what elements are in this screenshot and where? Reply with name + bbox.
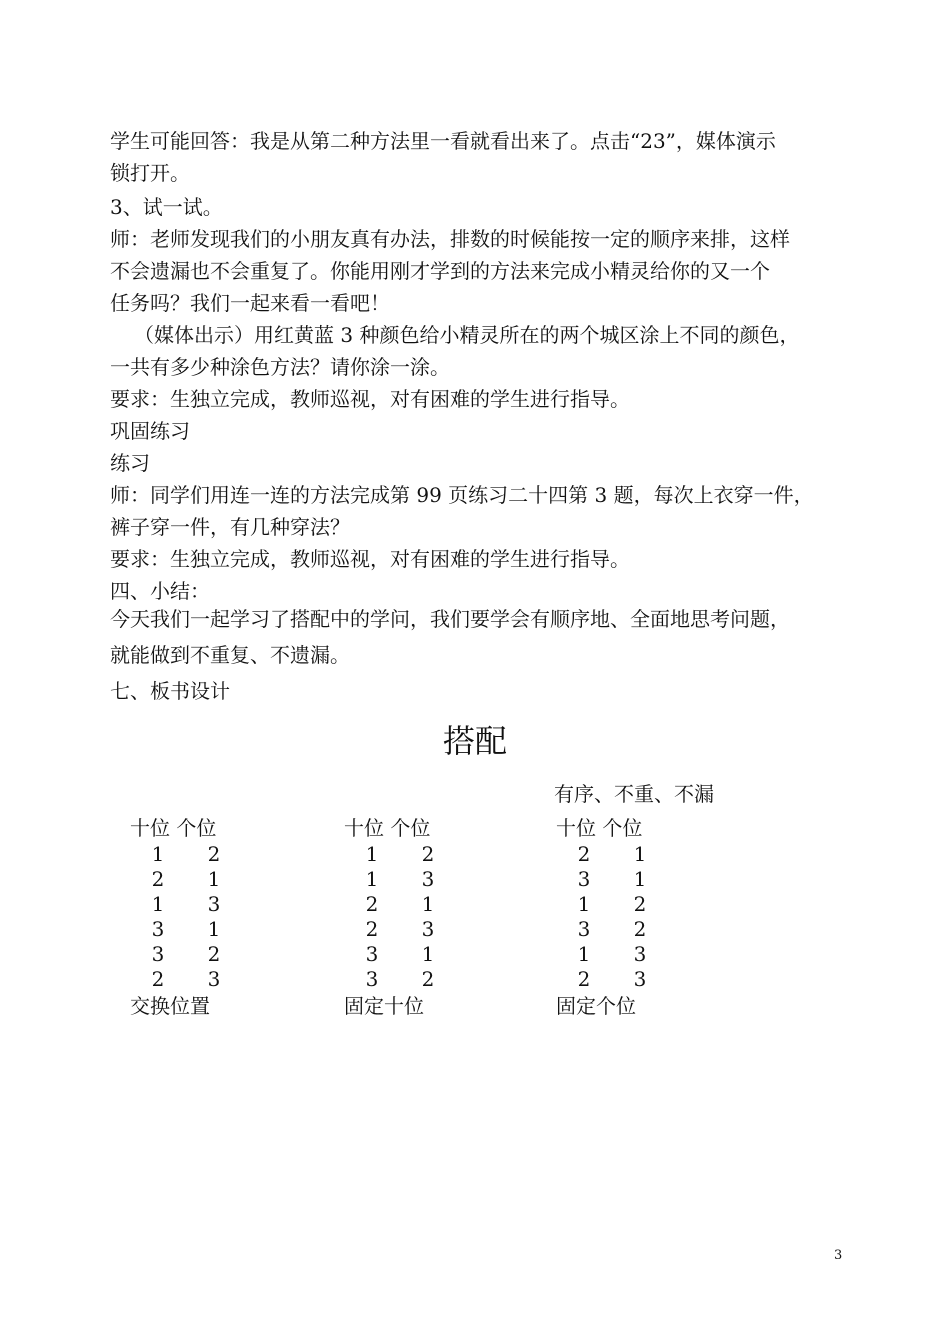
board-tagline: 有序、不重、不漏	[554, 782, 714, 806]
paragraph-line: 不会遗漏也不会重复了。你能用刚才学到的方法来完成小精灵给你的又一个	[110, 259, 770, 283]
tens-digit: 2	[365, 917, 379, 941]
section-heading: 四、小结：	[110, 579, 210, 603]
digit-row	[344, 967, 456, 992]
column-header: 十位 个位	[130, 816, 217, 840]
ones-digit: 1	[633, 867, 647, 891]
tens-digit: 1	[151, 842, 165, 866]
ones-digit: 3	[633, 942, 647, 966]
board-column-swap	[130, 814, 242, 1020]
column-footer: 交换位置	[130, 994, 210, 1018]
digit-row	[556, 892, 668, 917]
paragraph-line: 师：同学们用连一连的方法完成第 99 页练习二十四第 3 题，每次上衣穿一件，	[110, 483, 814, 507]
paragraph-line: 师：老师发现我们的小朋友真有办法，排数的时候能按一定的顺序来排，这样	[110, 227, 790, 251]
digit-row	[130, 967, 242, 992]
tens-digit: 3	[365, 942, 379, 966]
ones-digit: 2	[633, 917, 647, 941]
ones-digit: 1	[207, 917, 221, 941]
digit-row	[344, 892, 456, 917]
board-title: 搭配	[442, 722, 507, 760]
tens-digit: 3	[151, 917, 165, 941]
paragraph-line: 任务吗？我们一起来看一看吧！	[110, 291, 390, 315]
digit-row	[344, 842, 456, 867]
digit-row	[344, 917, 456, 942]
tens-digit: 2	[365, 892, 379, 916]
ones-digit: 3	[207, 967, 221, 991]
ones-digit: 1	[421, 942, 435, 966]
board-column-fixed-ones	[556, 814, 668, 1020]
page-number: 3	[834, 1248, 843, 1263]
ones-digit: 2	[207, 842, 221, 866]
tens-digit: 1	[151, 892, 165, 916]
digit-row	[130, 917, 242, 942]
digit-row	[130, 942, 242, 967]
digit-row	[556, 942, 668, 967]
paragraph-line: 锁打开。	[110, 161, 190, 185]
ones-digit: 3	[207, 892, 221, 916]
section-heading: 七、板书设计	[110, 679, 230, 703]
paragraph-line: 要求：生独立完成，教师巡视，对有困难的学生进行指导。	[110, 387, 630, 411]
tens-digit: 1	[577, 892, 591, 916]
tens-digit: 2	[577, 967, 591, 991]
paragraph-line: 裤子穿一件，有几种穿法？	[110, 515, 350, 539]
digit-row	[130, 842, 242, 867]
tens-digit: 3	[577, 917, 591, 941]
paragraph-line: 学生可能回答：我是从第二种方法里一看就看出来了。点击“23”，媒体演示	[110, 129, 776, 153]
digit-row	[556, 867, 668, 892]
ones-digit: 2	[421, 842, 435, 866]
digit-row	[130, 892, 242, 917]
column-footer: 固定个位	[556, 994, 636, 1018]
tens-digit: 2	[151, 867, 165, 891]
ones-digit: 1	[421, 892, 435, 916]
ones-digit: 3	[421, 867, 435, 891]
digit-row	[344, 942, 456, 967]
ones-digit: 3	[421, 917, 435, 941]
tens-digit: 2	[577, 842, 591, 866]
paragraph-line: 今天我们一起学习了搭配中的学问，我们要学会有顺序地、全面地思考问题，	[110, 607, 790, 631]
paragraph-line: 一共有多少种涂色方法？请你涂一涂。	[110, 355, 450, 379]
digit-row	[556, 917, 668, 942]
tens-digit: 1	[365, 867, 379, 891]
ones-digit: 1	[207, 867, 221, 891]
ones-digit: 1	[633, 842, 647, 866]
ones-digit: 2	[421, 967, 435, 991]
column-header: 十位 个位	[556, 816, 643, 840]
tens-digit: 1	[577, 942, 591, 966]
digit-row	[556, 967, 668, 992]
section-heading: 3、试一试。	[110, 195, 223, 219]
paragraph-line: 就能做到不重复、不遗漏。	[110, 643, 350, 667]
paragraph-line: 要求：生独立完成，教师巡视，对有困难的学生进行指导。	[110, 547, 630, 571]
tens-digit: 3	[577, 867, 591, 891]
tens-digit: 2	[151, 967, 165, 991]
paragraph-line: （媒体出示）用红黄蓝 3 种颜色给小精灵所在的两个城区涂上不同的颜色，	[134, 323, 800, 347]
ones-digit: 3	[633, 967, 647, 991]
ones-digit: 2	[633, 892, 647, 916]
board-column-fixed-tens	[344, 814, 456, 1020]
digit-row	[556, 842, 668, 867]
column-header: 十位 个位	[344, 816, 431, 840]
tens-digit: 1	[365, 842, 379, 866]
digit-row	[130, 867, 242, 892]
ones-digit: 2	[207, 942, 221, 966]
section-heading: 练习	[110, 451, 150, 475]
tens-digit: 3	[151, 942, 165, 966]
column-footer: 固定十位	[344, 994, 424, 1018]
tens-digit: 3	[365, 967, 379, 991]
section-heading: 巩固练习	[110, 419, 190, 443]
digit-row	[344, 867, 456, 892]
